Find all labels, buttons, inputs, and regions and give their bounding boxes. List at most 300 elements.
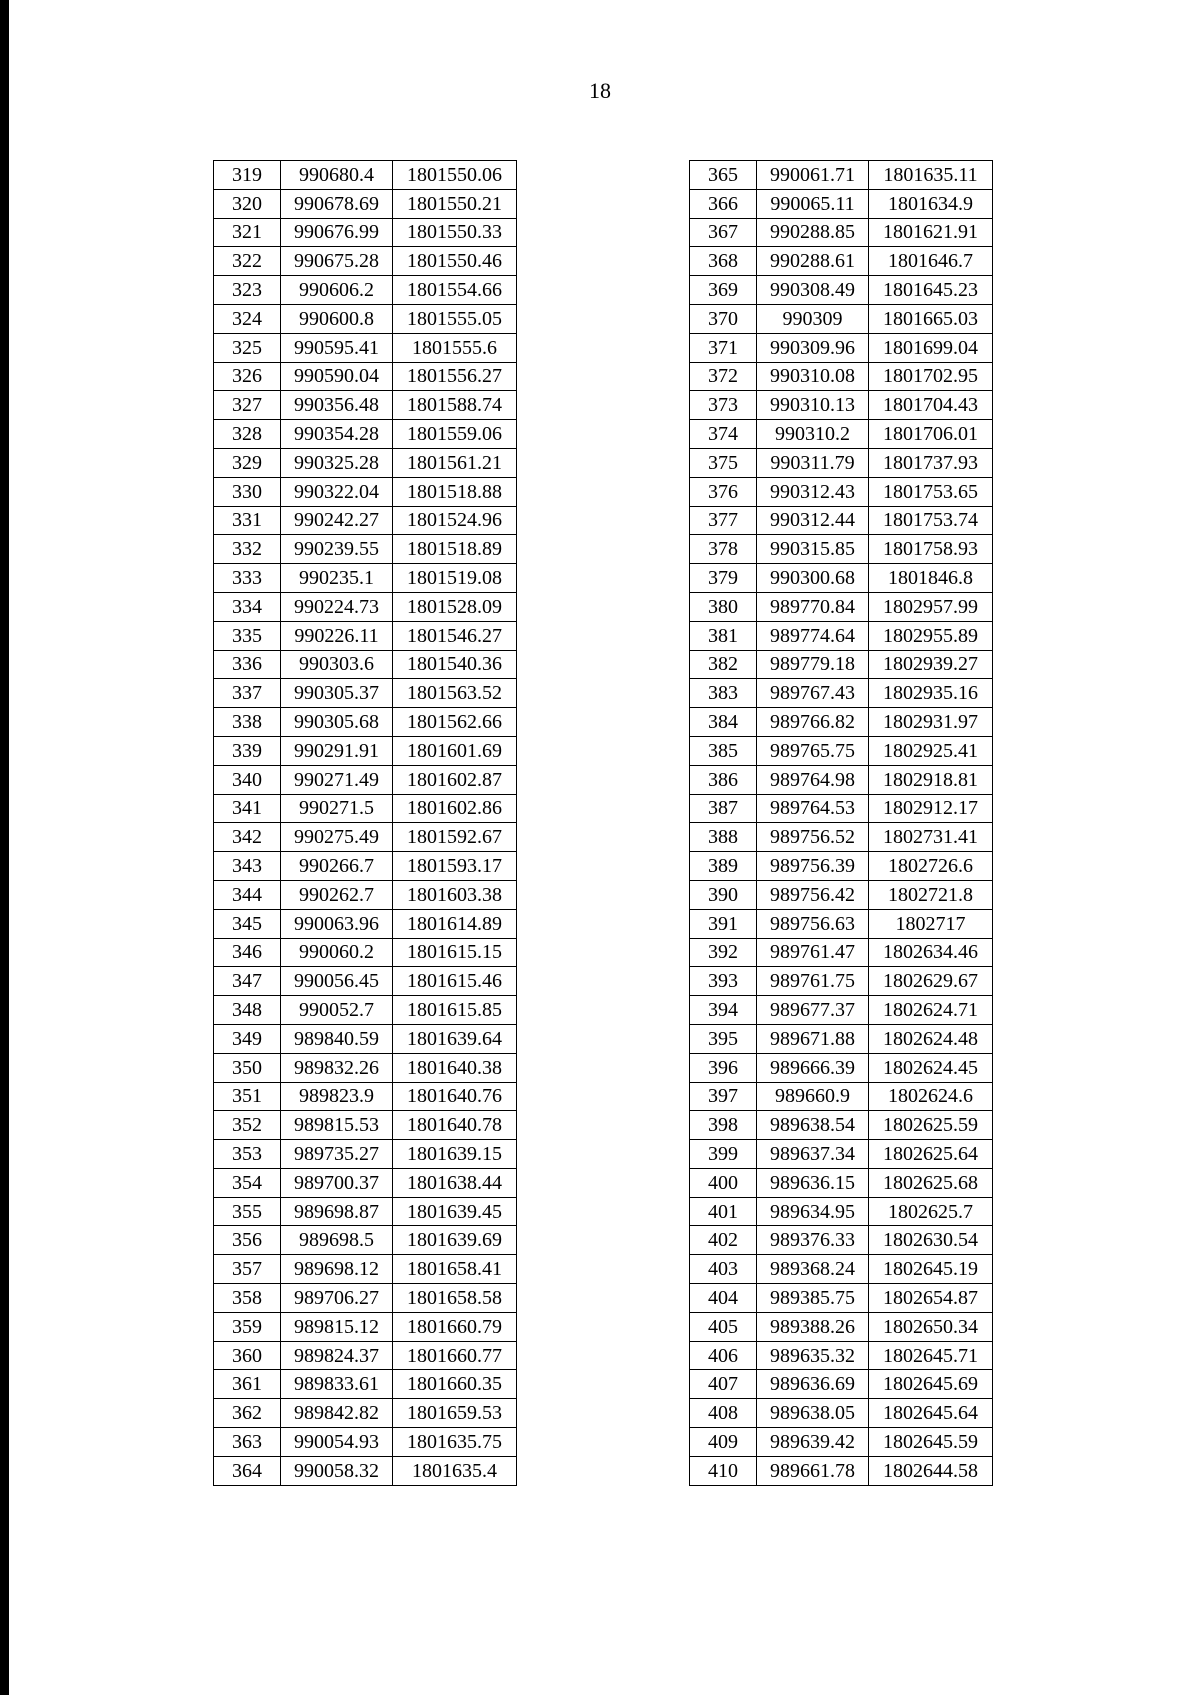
x-coordinate-cell: 989666.39: [757, 1053, 869, 1082]
table-row: [690, 1428, 993, 1457]
x-coordinate-cell: 989735.27: [281, 1140, 393, 1169]
x-coordinate-cell: 990063.96: [281, 909, 393, 938]
y-coordinate-cell: 1802654.87: [869, 1284, 993, 1313]
x-coordinate-cell: 989756.52: [757, 823, 869, 852]
table-row: [214, 765, 517, 794]
table-row: [214, 304, 517, 333]
y-coordinate-cell: 1801665.03: [869, 304, 993, 333]
table-row: [214, 1341, 517, 1370]
table-row: [690, 564, 993, 593]
point-number-cell: 401: [690, 1197, 757, 1226]
y-coordinate-cell: 1801540.36: [393, 650, 517, 679]
x-coordinate-cell: 989385.75: [757, 1284, 869, 1313]
table-row: [690, 880, 993, 909]
x-coordinate-cell: 990266.7: [281, 852, 393, 881]
table-row: [214, 1024, 517, 1053]
point-number-cell: 376: [690, 477, 757, 506]
y-coordinate-cell: 1801639.69: [393, 1226, 517, 1255]
point-number-cell: 353: [214, 1140, 281, 1169]
x-coordinate-cell: 989376.33: [757, 1226, 869, 1255]
table-row: [214, 420, 517, 449]
y-coordinate-cell: 1801639.15: [393, 1140, 517, 1169]
y-coordinate-cell: 1802624.6: [869, 1082, 993, 1111]
y-coordinate-cell: 1801555.6: [393, 333, 517, 362]
point-number-cell: 345: [214, 909, 281, 938]
table-row: [214, 1140, 517, 1169]
point-number-cell: 374: [690, 420, 757, 449]
point-number-cell: 325: [214, 333, 281, 362]
y-coordinate-cell: 1801550.06: [393, 161, 517, 190]
table-row: [690, 996, 993, 1025]
y-coordinate-cell: 1802629.67: [869, 967, 993, 996]
point-number-cell: 336: [214, 650, 281, 679]
point-number-cell: 342: [214, 823, 281, 852]
table-row: [690, 1111, 993, 1140]
y-coordinate-cell: 1801614.89: [393, 909, 517, 938]
table-row: [690, 420, 993, 449]
x-coordinate-cell: 990310.13: [757, 391, 869, 420]
point-number-cell: 363: [214, 1428, 281, 1457]
x-coordinate-cell: 989764.98: [757, 765, 869, 794]
point-number-cell: 386: [690, 765, 757, 794]
table-row: [214, 679, 517, 708]
x-coordinate-cell: 990310.2: [757, 420, 869, 449]
x-coordinate-cell: 989774.64: [757, 621, 869, 650]
point-number-cell: 364: [214, 1456, 281, 1485]
table-row: [214, 1197, 517, 1226]
point-number-cell: 377: [690, 506, 757, 535]
point-number-cell: 406: [690, 1341, 757, 1370]
x-coordinate-cell: 989815.53: [281, 1111, 393, 1140]
point-number-cell: 392: [690, 938, 757, 967]
x-coordinate-cell: 989832.26: [281, 1053, 393, 1082]
y-coordinate-cell: 1802644.58: [869, 1456, 993, 1485]
y-coordinate-cell: 1801518.88: [393, 477, 517, 506]
x-coordinate-cell: 989815.12: [281, 1312, 393, 1341]
y-coordinate-cell: 1802939.27: [869, 650, 993, 679]
y-coordinate-cell: 1801639.45: [393, 1197, 517, 1226]
point-number-cell: 405: [690, 1312, 757, 1341]
y-coordinate-cell: 1801640.76: [393, 1082, 517, 1111]
point-number-cell: 369: [690, 276, 757, 305]
x-coordinate-cell: 990060.2: [281, 938, 393, 967]
table-row: [690, 362, 993, 391]
point-number-cell: 348: [214, 996, 281, 1025]
point-number-cell: 341: [214, 794, 281, 823]
table-row: [690, 1456, 993, 1485]
point-number-cell: 359: [214, 1312, 281, 1341]
table-row: [214, 794, 517, 823]
point-number-cell: 355: [214, 1197, 281, 1226]
y-coordinate-cell: 1802624.71: [869, 996, 993, 1025]
y-coordinate-cell: 1801561.21: [393, 448, 517, 477]
y-coordinate-cell: 1801640.38: [393, 1053, 517, 1082]
y-coordinate-cell: 1802717: [869, 909, 993, 938]
y-coordinate-cell: 1801550.21: [393, 189, 517, 218]
point-number-cell: 338: [214, 708, 281, 737]
point-number-cell: 393: [690, 967, 757, 996]
table-row: [214, 592, 517, 621]
point-number-cell: 375: [690, 448, 757, 477]
x-coordinate-cell: 990052.7: [281, 996, 393, 1025]
table-row: [214, 650, 517, 679]
table-row: [214, 1053, 517, 1082]
x-coordinate-cell: 989698.5: [281, 1226, 393, 1255]
point-number-cell: 397: [690, 1082, 757, 1111]
table-row: [214, 1226, 517, 1255]
y-coordinate-cell: 1802721.8: [869, 880, 993, 909]
x-coordinate-cell: 989637.34: [757, 1140, 869, 1169]
table-row: [214, 1111, 517, 1140]
table-row: [690, 823, 993, 852]
x-coordinate-cell: 990226.11: [281, 621, 393, 650]
x-coordinate-cell: 989833.61: [281, 1370, 393, 1399]
y-coordinate-cell: 1801753.74: [869, 506, 993, 535]
y-coordinate-cell: 1801758.93: [869, 535, 993, 564]
y-coordinate-cell: 1801524.96: [393, 506, 517, 535]
x-coordinate-cell: 990676.99: [281, 218, 393, 247]
table-row: [690, 967, 993, 996]
x-coordinate-cell: 990061.71: [757, 161, 869, 190]
x-coordinate-cell: 990354.28: [281, 420, 393, 449]
x-coordinate-cell: 990595.41: [281, 333, 393, 362]
y-coordinate-cell: 1802918.81: [869, 765, 993, 794]
point-number-cell: 354: [214, 1168, 281, 1197]
x-coordinate-cell: 989368.24: [757, 1255, 869, 1284]
x-coordinate-cell: 990056.45: [281, 967, 393, 996]
table-row: [214, 276, 517, 305]
x-coordinate-cell: 989765.75: [757, 736, 869, 765]
point-number-cell: 388: [690, 823, 757, 852]
y-coordinate-cell: 1801635.4: [393, 1456, 517, 1485]
page-number: 18: [589, 78, 611, 103]
table-row: [690, 852, 993, 881]
point-number-cell: 367: [690, 218, 757, 247]
point-number-cell: 396: [690, 1053, 757, 1082]
y-coordinate-cell: 1801639.64: [393, 1024, 517, 1053]
point-number-cell: 352: [214, 1111, 281, 1140]
point-number-cell: 326: [214, 362, 281, 391]
point-number-cell: 337: [214, 679, 281, 708]
table-row: [690, 1341, 993, 1370]
point-number-cell: 395: [690, 1024, 757, 1053]
x-coordinate-cell: 989764.53: [757, 794, 869, 823]
table-row: [214, 448, 517, 477]
x-coordinate-cell: 989661.78: [757, 1456, 869, 1485]
point-number-cell: 387: [690, 794, 757, 823]
x-coordinate-cell: 989388.26: [757, 1312, 869, 1341]
x-coordinate-cell: 990322.04: [281, 477, 393, 506]
point-number-cell: 403: [690, 1255, 757, 1284]
table-body: [214, 161, 517, 1486]
point-number-cell: 332: [214, 535, 281, 564]
table-row: [214, 218, 517, 247]
table-row: [214, 333, 517, 362]
x-coordinate-cell: 990303.6: [281, 650, 393, 679]
table-row: [214, 189, 517, 218]
table-row: [690, 1197, 993, 1226]
coordinates-table-left: [213, 160, 517, 1486]
x-coordinate-cell: 989636.69: [757, 1370, 869, 1399]
point-number-cell: 349: [214, 1024, 281, 1053]
x-coordinate-cell: 989639.42: [757, 1428, 869, 1457]
x-coordinate-cell: 990680.4: [281, 161, 393, 190]
y-coordinate-cell: 1802955.89: [869, 621, 993, 650]
x-coordinate-cell: 989636.15: [757, 1168, 869, 1197]
point-number-cell: 379: [690, 564, 757, 593]
table-row: [214, 967, 517, 996]
table-row: [214, 391, 517, 420]
x-coordinate-cell: 990054.93: [281, 1428, 393, 1457]
table-row: [214, 823, 517, 852]
x-coordinate-cell: 990310.08: [757, 362, 869, 391]
y-coordinate-cell: 1802957.99: [869, 592, 993, 621]
y-coordinate-cell: 1802645.59: [869, 1428, 993, 1457]
y-coordinate-cell: 1801601.69: [393, 736, 517, 765]
point-number-cell: 339: [214, 736, 281, 765]
y-coordinate-cell: 1801660.35: [393, 1370, 517, 1399]
point-number-cell: 347: [214, 967, 281, 996]
table-row: [690, 247, 993, 276]
scan-edge: [0, 0, 9, 1695]
x-coordinate-cell: 990309: [757, 304, 869, 333]
y-coordinate-cell: 1802625.64: [869, 1140, 993, 1169]
table-row: [214, 161, 517, 190]
x-coordinate-cell: 989698.87: [281, 1197, 393, 1226]
x-coordinate-cell: 990356.48: [281, 391, 393, 420]
x-coordinate-cell: 989706.27: [281, 1284, 393, 1313]
y-coordinate-cell: 1801621.91: [869, 218, 993, 247]
point-number-cell: 344: [214, 880, 281, 909]
y-coordinate-cell: 1801550.46: [393, 247, 517, 276]
point-number-cell: 370: [690, 304, 757, 333]
table-row: [690, 621, 993, 650]
y-coordinate-cell: 1801658.41: [393, 1255, 517, 1284]
x-coordinate-cell: 989756.63: [757, 909, 869, 938]
table-row: [690, 794, 993, 823]
point-number-cell: 400: [690, 1168, 757, 1197]
table-row: [214, 247, 517, 276]
x-coordinate-cell: 990305.68: [281, 708, 393, 737]
x-coordinate-cell: 989766.82: [757, 708, 869, 737]
point-number-cell: 368: [690, 247, 757, 276]
point-number-cell: 407: [690, 1370, 757, 1399]
point-number-cell: 335: [214, 621, 281, 650]
y-coordinate-cell: 1801556.27: [393, 362, 517, 391]
point-number-cell: 378: [690, 535, 757, 564]
table-row: [214, 708, 517, 737]
table-row: [690, 189, 993, 218]
table-row: [690, 1024, 993, 1053]
y-coordinate-cell: 1801635.75: [393, 1428, 517, 1457]
y-coordinate-cell: 1801638.44: [393, 1168, 517, 1197]
y-coordinate-cell: 1802925.41: [869, 736, 993, 765]
y-coordinate-cell: 1802645.69: [869, 1370, 993, 1399]
x-coordinate-cell: 990600.8: [281, 304, 393, 333]
table-row: [690, 736, 993, 765]
y-coordinate-cell: 1802935.16: [869, 679, 993, 708]
table-row: [690, 938, 993, 967]
table-row: [214, 1255, 517, 1284]
point-number-cell: 330: [214, 477, 281, 506]
x-coordinate-cell: 990315.85: [757, 535, 869, 564]
y-coordinate-cell: 1801602.87: [393, 765, 517, 794]
table-row: [690, 1255, 993, 1284]
x-coordinate-cell: 990288.61: [757, 247, 869, 276]
table-row: [214, 880, 517, 909]
x-coordinate-cell: 990275.49: [281, 823, 393, 852]
point-number-cell: 358: [214, 1284, 281, 1313]
table-row: [690, 650, 993, 679]
x-coordinate-cell: 990065.11: [757, 189, 869, 218]
x-coordinate-cell: 990291.91: [281, 736, 393, 765]
y-coordinate-cell: 1802625.68: [869, 1168, 993, 1197]
x-coordinate-cell: 990311.79: [757, 448, 869, 477]
table-row: [690, 218, 993, 247]
y-coordinate-cell: 1801518.89: [393, 535, 517, 564]
point-number-cell: 391: [690, 909, 757, 938]
y-coordinate-cell: 1802645.19: [869, 1255, 993, 1284]
x-coordinate-cell: 990312.44: [757, 506, 869, 535]
table-row: [690, 506, 993, 535]
y-coordinate-cell: 1801593.17: [393, 852, 517, 881]
x-coordinate-cell: 990308.49: [757, 276, 869, 305]
y-coordinate-cell: 1801660.79: [393, 1312, 517, 1341]
point-number-cell: 410: [690, 1456, 757, 1485]
y-coordinate-cell: 1801602.86: [393, 794, 517, 823]
y-coordinate-cell: 1801615.85: [393, 996, 517, 1025]
point-number-cell: 408: [690, 1399, 757, 1428]
y-coordinate-cell: 1801646.7: [869, 247, 993, 276]
table-row: [214, 1456, 517, 1485]
table-row: [690, 592, 993, 621]
table-row: [690, 1370, 993, 1399]
y-coordinate-cell: 1802624.45: [869, 1053, 993, 1082]
point-number-cell: 371: [690, 333, 757, 362]
table-row: [690, 1284, 993, 1313]
y-coordinate-cell: 1801555.05: [393, 304, 517, 333]
x-coordinate-cell: 989770.84: [757, 592, 869, 621]
point-number-cell: 404: [690, 1284, 757, 1313]
y-coordinate-cell: 1801588.74: [393, 391, 517, 420]
x-coordinate-cell: 990305.37: [281, 679, 393, 708]
point-number-cell: 398: [690, 1111, 757, 1140]
point-number-cell: 394: [690, 996, 757, 1025]
x-coordinate-cell: 990271.5: [281, 794, 393, 823]
point-number-cell: 343: [214, 852, 281, 881]
point-number-cell: 321: [214, 218, 281, 247]
table-row: [690, 1399, 993, 1428]
table-row: [214, 564, 517, 593]
x-coordinate-cell: 990675.28: [281, 247, 393, 276]
point-number-cell: 357: [214, 1255, 281, 1284]
y-coordinate-cell: 1802625.59: [869, 1111, 993, 1140]
x-coordinate-cell: 989756.39: [757, 852, 869, 881]
point-number-cell: 360: [214, 1341, 281, 1370]
y-coordinate-cell: 1801559.06: [393, 420, 517, 449]
y-coordinate-cell: 1802731.41: [869, 823, 993, 852]
table-row: [690, 1140, 993, 1169]
y-coordinate-cell: 1801702.95: [869, 362, 993, 391]
point-number-cell: 381: [690, 621, 757, 650]
x-coordinate-cell: 989842.82: [281, 1399, 393, 1428]
point-number-cell: 365: [690, 161, 757, 190]
table-row: [214, 1399, 517, 1428]
x-coordinate-cell: 989638.05: [757, 1399, 869, 1428]
point-number-cell: 383: [690, 679, 757, 708]
x-coordinate-cell: 990262.7: [281, 880, 393, 909]
table-row: [690, 1312, 993, 1341]
point-number-cell: 402: [690, 1226, 757, 1255]
table-row: [690, 765, 993, 794]
table-row: [690, 333, 993, 362]
y-coordinate-cell: 1801554.66: [393, 276, 517, 305]
y-coordinate-cell: 1801699.04: [869, 333, 993, 362]
x-coordinate-cell: 989840.59: [281, 1024, 393, 1053]
table-row: [690, 161, 993, 190]
x-coordinate-cell: 989779.18: [757, 650, 869, 679]
table-row: [214, 1168, 517, 1197]
x-coordinate-cell: 989756.42: [757, 880, 869, 909]
point-number-cell: 334: [214, 592, 281, 621]
table-body: [690, 161, 993, 1486]
x-coordinate-cell: 989767.43: [757, 679, 869, 708]
point-number-cell: 361: [214, 1370, 281, 1399]
point-number-cell: 333: [214, 564, 281, 593]
x-coordinate-cell: 990288.85: [757, 218, 869, 247]
y-coordinate-cell: 1801706.01: [869, 420, 993, 449]
table-row: [690, 535, 993, 564]
y-coordinate-cell: 1801640.78: [393, 1111, 517, 1140]
y-coordinate-cell: 1802650.34: [869, 1312, 993, 1341]
point-number-cell: 351: [214, 1082, 281, 1111]
x-coordinate-cell: 989700.37: [281, 1168, 393, 1197]
y-coordinate-cell: 1801737.93: [869, 448, 993, 477]
point-number-cell: 322: [214, 247, 281, 276]
y-coordinate-cell: 1801563.52: [393, 679, 517, 708]
y-coordinate-cell: 1802726.6: [869, 852, 993, 881]
table-row: [690, 679, 993, 708]
point-number-cell: 327: [214, 391, 281, 420]
y-coordinate-cell: 1802931.97: [869, 708, 993, 737]
point-number-cell: 320: [214, 189, 281, 218]
point-number-cell: 346: [214, 938, 281, 967]
table-row: [214, 535, 517, 564]
table-row: [690, 1082, 993, 1111]
y-coordinate-cell: 1801658.58: [393, 1284, 517, 1313]
x-coordinate-cell: 989634.95: [757, 1197, 869, 1226]
table-row: [690, 448, 993, 477]
x-coordinate-cell: 989638.54: [757, 1111, 869, 1140]
y-coordinate-cell: 1801704.43: [869, 391, 993, 420]
y-coordinate-cell: 1801546.27: [393, 621, 517, 650]
point-number-cell: 324: [214, 304, 281, 333]
point-number-cell: 389: [690, 852, 757, 881]
y-coordinate-cell: 1801634.9: [869, 189, 993, 218]
y-coordinate-cell: 1801550.33: [393, 218, 517, 247]
x-coordinate-cell: 989824.37: [281, 1341, 393, 1370]
point-number-cell: 366: [690, 189, 757, 218]
table-row: [690, 477, 993, 506]
table-row: [690, 1226, 993, 1255]
y-coordinate-cell: 1801660.77: [393, 1341, 517, 1370]
y-coordinate-cell: 1801659.53: [393, 1399, 517, 1428]
table-row: [214, 506, 517, 535]
x-coordinate-cell: 989698.12: [281, 1255, 393, 1284]
x-coordinate-cell: 989671.88: [757, 1024, 869, 1053]
point-number-cell: 385: [690, 736, 757, 765]
table-row: [214, 852, 517, 881]
